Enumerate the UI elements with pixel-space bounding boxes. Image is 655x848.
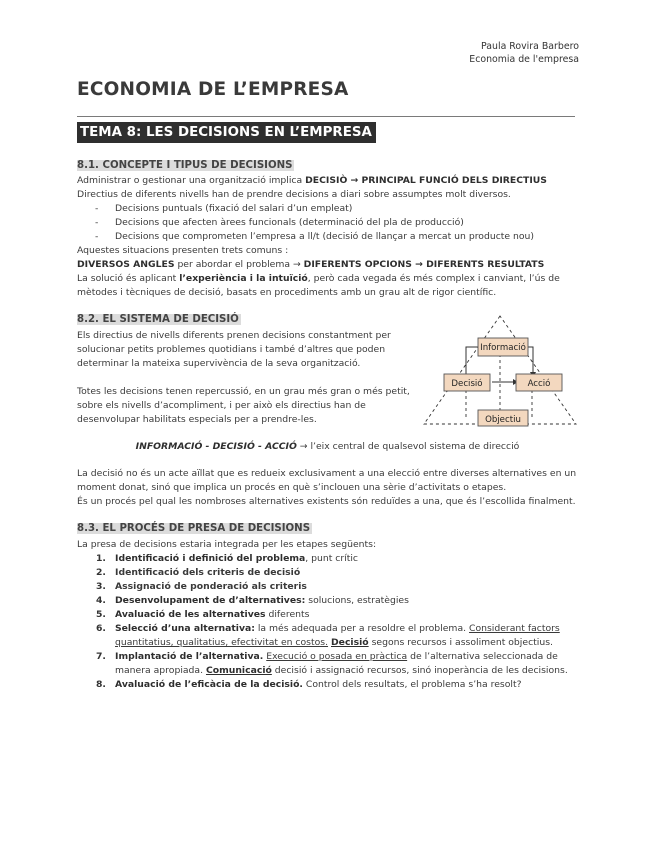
text-run: la més adequada per a resoldre el problema.	[254, 623, 469, 634]
bullet-dash: -	[95, 203, 99, 214]
step-number: 4.	[96, 595, 106, 606]
text-run: solucions, estratègies	[305, 595, 409, 606]
text-run: Control dels resultats, el problema s’ha resolt?	[302, 679, 522, 690]
decision-system-diagram	[420, 312, 580, 430]
step-item	[115, 609, 309, 621]
step-number: 1.	[96, 553, 106, 564]
step-item	[115, 553, 358, 565]
underlined-text: Execució o posada en pràctica	[266, 651, 408, 662]
underlined-bold-text: Decisió	[331, 637, 369, 648]
bold-text: DIVERSOS ANGLES	[77, 259, 175, 270]
bold-text: l’experiència i la intuïció	[179, 273, 308, 284]
section-heading-text: 8.3. EL PROCÉS DE PRESA DE DECISIONS	[77, 523, 311, 534]
paragraph-line: sobre els nivells d’acompliment, i per això els directius han de	[77, 400, 366, 411]
section-heading-8-2	[77, 314, 241, 325]
diagram-caption	[0, 441, 655, 452]
paragraph-line: determinar la mateixa supervivència de la seva organització.	[77, 358, 361, 369]
step-number: 2.	[96, 567, 106, 578]
text-run: per abordar el problema →	[174, 259, 304, 270]
diagram-label: Informació	[480, 343, 526, 353]
paragraph-line: solucionar petits problemes quotidians i també d’altres que poden	[77, 344, 386, 355]
diagram-label: Objectiu	[485, 415, 521, 425]
bold-text: DIFERENTS OPCIONS → DIFERENTS RESULTATS	[303, 259, 545, 270]
paragraph-line	[77, 273, 560, 285]
text-run: → l’eix central de qualsevol sistema de direcció	[296, 441, 520, 452]
paragraph-line: La presa de decisions estaria integrada per les etapes següents:	[77, 539, 377, 550]
step-number: 6.	[96, 623, 106, 634]
diagram-label: Acció	[527, 379, 551, 389]
step-item: Assignació de ponderació als criteris	[115, 581, 307, 592]
section-heading-8-1	[77, 160, 294, 171]
bold-text: Identificació i definició del problema	[115, 553, 306, 564]
section-heading-text: 8.1. CONCEPTE I TIPUS DE DECISIONS	[77, 160, 293, 171]
paragraph-line: La decisió no és un acte aïllat que es redueix exclusivament a una elecció entre diverses alternatives en un	[77, 468, 577, 479]
list-item: Decisions puntuals (fixació del salari d’un empleat)	[115, 203, 353, 214]
text-run: , però cada vegada és més complex i canviant, l’ús de	[307, 273, 560, 284]
paragraph-line: És un procés pel qual les nombroses alternatives existents són reduïdes a una, que és l’escollida finalment.	[77, 496, 576, 507]
step-number: 8.	[96, 679, 106, 690]
step-item	[115, 623, 560, 635]
text-run: segons recursos i assoliment objectius.	[368, 637, 553, 648]
paragraph-line	[77, 259, 544, 271]
paragraph-line: desenvolupar habilitats especials per a prendre-les.	[77, 414, 317, 425]
bold-text: Selecció d’una alternativa:	[115, 623, 255, 634]
chapter-title: TEMA 8: LES DECISIONS EN L’EMPRESA	[77, 122, 376, 143]
paragraph-line: moment donat, sinó que implica un procés en què s’inclouen una sèrie d’activitats o etapes.	[77, 482, 507, 493]
underlined-text: quantitatius, qualitatius, efectivitat en costos.	[115, 637, 329, 648]
step-item	[115, 651, 558, 663]
text-run: La solució és aplicant	[77, 273, 180, 284]
text-run: de l’alternativa seleccionada de	[407, 651, 558, 662]
bold-text: Avaluació de les alternatives	[115, 609, 266, 620]
step-item-continuation	[115, 665, 568, 677]
section-heading-text: 8.2. EL SISTEMA DE DECISIÓ	[77, 314, 239, 325]
paragraph-line	[77, 175, 547, 187]
paragraph-line: Totes les decisions tenen repercussió, en un grau més gran o més petit,	[77, 386, 410, 397]
header-subject: Economia de l'empresa	[469, 54, 579, 65]
arrow-decision-to-info	[466, 347, 478, 374]
paragraph-line: Els directius de nivells diferents prenen decisions constantment per	[77, 330, 391, 341]
list-item: Decisions que afecten àrees funcionals (determinació del pla de producció)	[115, 217, 464, 228]
step-item: Identificació dels criteris de decisió	[115, 567, 301, 578]
bold-text: Implantació de l’alternativa.	[115, 651, 264, 662]
step-item	[115, 595, 409, 607]
text-run: diferents	[265, 609, 310, 620]
bold-text: DECISIÒ → PRINCIPAL FUNCIÓ DELS DIRECTIUS	[305, 175, 547, 186]
underlined-text: Considerant factors	[469, 623, 560, 634]
section-heading-8-3	[77, 523, 312, 534]
bold-italic-text: INFORMACIÓ - DECISIÓ - ACCIÓ	[135, 441, 297, 452]
title-divider	[77, 116, 575, 117]
diagram-label: Decisió	[451, 379, 483, 389]
header-author: Paula Rovira Barbero	[481, 41, 579, 52]
bullet-dash: -	[95, 217, 99, 228]
bullet-dash: -	[95, 231, 99, 242]
text-run: , punt crític	[305, 553, 359, 564]
page-title: ECONOMIA DE L’EMPRESA	[77, 79, 349, 100]
bold-text: Desenvolupament de d’alternatives:	[115, 595, 306, 606]
step-item-continuation	[115, 637, 553, 649]
text-run: decisió i assignació recursos, sinó inoperància de les decisions.	[271, 665, 568, 676]
paragraph-line: Aquestes situacions presenten trets comuns :	[77, 245, 289, 256]
underlined-bold-text: Comunicació	[205, 665, 272, 676]
bold-text: Avaluació de l’eficàcia de la decisió.	[115, 679, 303, 690]
step-number: 7.	[96, 651, 106, 662]
step-item	[115, 679, 522, 691]
text-run: manera apropiada.	[115, 665, 206, 676]
text-run: Administrar o gestionar una organització implica	[77, 175, 306, 186]
paragraph-line: Directius de diferents nivells han de prendre decisions a diari sobre assumptes molt diversos.	[77, 189, 511, 200]
step-number: 3.	[96, 581, 106, 592]
list-item: Decisions que comprometen l’empresa a ll/t (decisió de llançar a mercat un producte nou)	[115, 231, 535, 242]
triangle-outline	[424, 316, 576, 424]
paragraph-line: mètodes i tècniques de decisió, basats en procediments amb un grau alt de rigor científic.	[77, 287, 497, 298]
step-number: 5.	[96, 609, 106, 620]
